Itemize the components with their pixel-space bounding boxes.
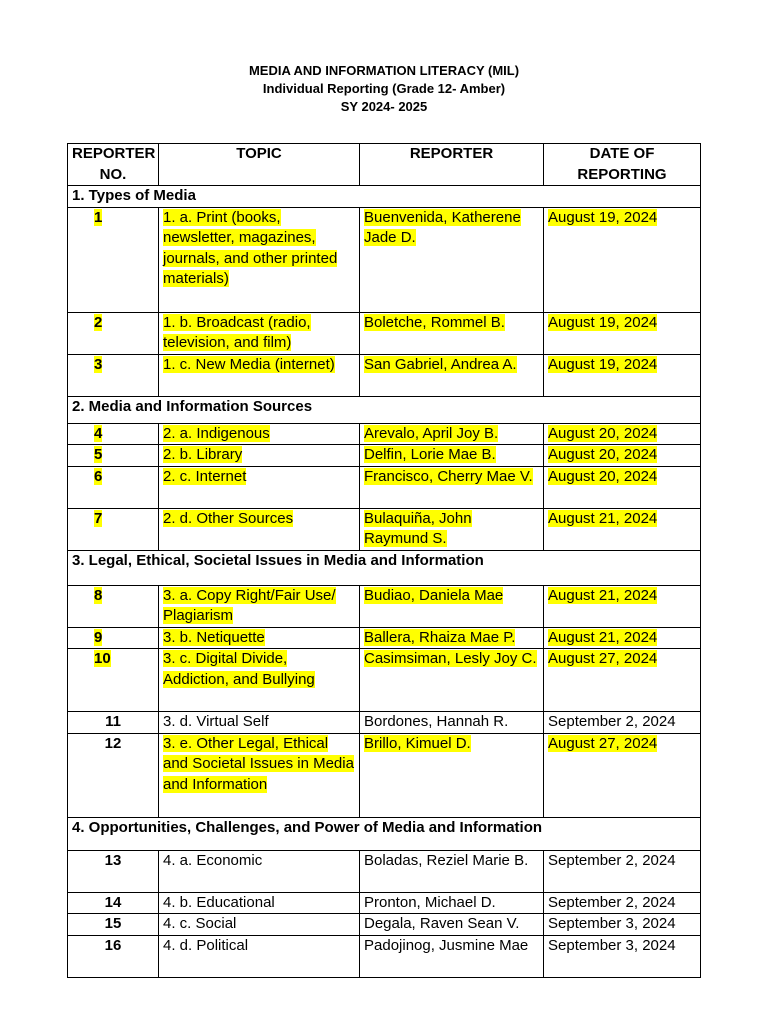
reporter-no: 14 bbox=[68, 892, 159, 914]
date-cell: August 19, 2024 bbox=[544, 354, 701, 396]
topic-cell: 1. a. Print (books, newsletter, magazines, journals, and other printed materials) bbox=[159, 207, 360, 312]
section-title: 2. Media and Information Sources bbox=[68, 396, 701, 423]
table-row bbox=[68, 850, 701, 892]
reporter-no: 12 bbox=[68, 733, 159, 817]
table-row bbox=[68, 712, 701, 734]
col-header-reporter-no: REPORTER NO. bbox=[68, 144, 159, 186]
date-cell: August 20, 2024 bbox=[544, 423, 701, 445]
topic-cell: 4. c. Social bbox=[159, 914, 360, 936]
table-row bbox=[68, 312, 701, 354]
reporter-cell: Boletche, Rommel B. bbox=[360, 312, 544, 354]
date-cell: September 2, 2024 bbox=[544, 712, 701, 734]
section-title: 1. Types of Media bbox=[68, 186, 701, 208]
topic-cell: 2. a. Indigenous bbox=[159, 423, 360, 445]
topic-cell: 3. d. Virtual Self bbox=[159, 712, 360, 734]
reporter-no: 1 bbox=[68, 207, 159, 312]
topic-cell: 4. b. Educational bbox=[159, 892, 360, 914]
table-row bbox=[68, 207, 701, 312]
date-cell: September 3, 2024 bbox=[544, 914, 701, 936]
course-title: MEDIA AND INFORMATION LITERACY (MIL) bbox=[248, 63, 520, 78]
reporter-no: 11 bbox=[68, 712, 159, 734]
table-row bbox=[68, 423, 701, 445]
reporter-no: 9 bbox=[68, 627, 159, 649]
reporter-cell: Buenvenida, Katherene Jade D. bbox=[360, 207, 544, 312]
reporter-no: 10 bbox=[68, 649, 159, 712]
topic-cell: 1. c. New Media (internet) bbox=[159, 354, 360, 396]
reporter-cell: Budiao, Daniela Mae bbox=[360, 585, 544, 627]
topic-cell: 3. e. Other Legal, Ethical and Societal Issues in Media and Information bbox=[159, 733, 360, 817]
reporter-no: 8 bbox=[68, 585, 159, 627]
reporter-cell: Boladas, Reziel Marie B. bbox=[360, 850, 544, 892]
reporter-cell: Bordones, Hannah R. bbox=[360, 712, 544, 734]
date-cell: September 2, 2024 bbox=[544, 850, 701, 892]
table-row bbox=[68, 733, 701, 817]
section-title: 3. Legal, Ethical, Societal Issues in Media and Information bbox=[68, 550, 701, 585]
date-cell: August 27, 2024 bbox=[544, 649, 701, 712]
reporter-no: 13 bbox=[68, 850, 159, 892]
reporter-cell: Pronton, Michael D. bbox=[360, 892, 544, 914]
table-row bbox=[68, 508, 701, 550]
topic-cell: 2. d. Other Sources bbox=[159, 508, 360, 550]
table-row bbox=[68, 354, 701, 396]
reporter-cell: Delfin, Lorie Mae B. bbox=[360, 445, 544, 467]
topic-cell: 4. d. Political bbox=[159, 935, 360, 977]
reporter-no: 2 bbox=[68, 312, 159, 354]
col-header-date: DATE OF REPORTING bbox=[544, 144, 701, 186]
table-row bbox=[68, 627, 701, 649]
document-header bbox=[0, 62, 768, 116]
date-cell: August 21, 2024 bbox=[544, 627, 701, 649]
topic-cell: 1. b. Broadcast (radio, television, and film) bbox=[159, 312, 360, 354]
school-year: SY 2024- 2025 bbox=[340, 99, 428, 114]
table-header-row bbox=[68, 144, 701, 186]
table-row bbox=[68, 935, 701, 977]
reporter-cell: Brillo, Kimuel D. bbox=[360, 733, 544, 817]
date-cell: August 20, 2024 bbox=[544, 445, 701, 467]
topic-cell: 3. c. Digital Divide, Addiction, and Bullying bbox=[159, 649, 360, 712]
table-row bbox=[68, 466, 701, 508]
table-row bbox=[68, 892, 701, 914]
reporting-schedule-table bbox=[67, 143, 701, 978]
reporter-no: 16 bbox=[68, 935, 159, 977]
date-cell: August 19, 2024 bbox=[544, 312, 701, 354]
date-cell: August 27, 2024 bbox=[544, 733, 701, 817]
topic-cell: 3. a. Copy Right/Fair Use/ Plagiarism bbox=[159, 585, 360, 627]
section-row bbox=[68, 396, 701, 423]
section-row bbox=[68, 550, 701, 585]
col-header-topic: TOPIC bbox=[159, 144, 360, 186]
topic-cell: 2. b. Library bbox=[159, 445, 360, 467]
col-header-reporter: REPORTER bbox=[360, 144, 544, 186]
section-row bbox=[68, 817, 701, 850]
date-cell: August 19, 2024 bbox=[544, 207, 701, 312]
reporter-cell: Padojinog, Jusmine Mae bbox=[360, 935, 544, 977]
date-cell: August 21, 2024 bbox=[544, 585, 701, 627]
date-cell: August 20, 2024 bbox=[544, 466, 701, 508]
table-row bbox=[68, 445, 701, 467]
reporter-cell: Francisco, Cherry Mae V. bbox=[360, 466, 544, 508]
reporter-no: 15 bbox=[68, 914, 159, 936]
table-row bbox=[68, 585, 701, 627]
date-cell: September 3, 2024 bbox=[544, 935, 701, 977]
reporter-no: 5 bbox=[68, 445, 159, 467]
activity-title: Individual Reporting (Grade 12- Amber) bbox=[262, 81, 506, 96]
table-row bbox=[68, 914, 701, 936]
reporter-no: 3 bbox=[68, 354, 159, 396]
topic-cell: 4. a. Economic bbox=[159, 850, 360, 892]
reporter-cell: Bulaquiña, John Raymund S. bbox=[360, 508, 544, 550]
reporter-cell: Casimsiman, Lesly Joy C. bbox=[360, 649, 544, 712]
reporter-no: 7 bbox=[68, 508, 159, 550]
reporter-cell: Ballera, Rhaiza Mae P. bbox=[360, 627, 544, 649]
topic-cell: 2. c. Internet bbox=[159, 466, 360, 508]
section-title: 4. Opportunities, Challenges, and Power of Media and Information bbox=[68, 817, 701, 850]
section-row bbox=[68, 186, 701, 208]
reporter-no: 4 bbox=[68, 423, 159, 445]
reporter-cell: Degala, Raven Sean V. bbox=[360, 914, 544, 936]
date-cell: September 2, 2024 bbox=[544, 892, 701, 914]
date-cell: August 21, 2024 bbox=[544, 508, 701, 550]
reporter-cell: Arevalo, April Joy B. bbox=[360, 423, 544, 445]
reporter-no: 6 bbox=[68, 466, 159, 508]
topic-cell: 3. b. Netiquette bbox=[159, 627, 360, 649]
reporter-cell: San Gabriel, Andrea A. bbox=[360, 354, 544, 396]
table-row bbox=[68, 649, 701, 712]
